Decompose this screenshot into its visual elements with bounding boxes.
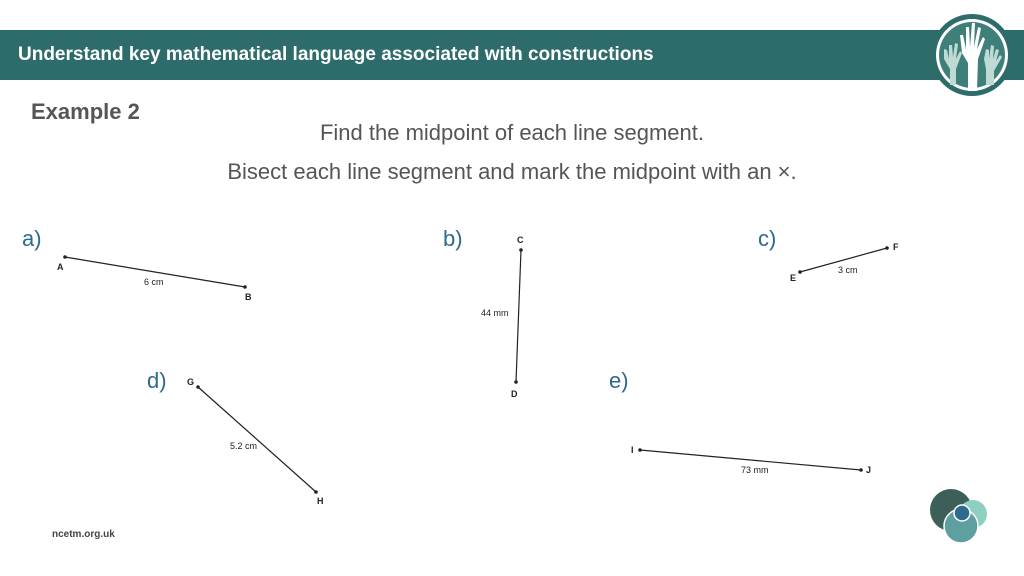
segment-d-length: 5.2 cm (230, 441, 258, 451)
segment-a-length: 6 cm (144, 277, 164, 287)
segment-b-length: 44 mm (481, 308, 509, 318)
segment-c-length: 3 cm (838, 265, 858, 275)
segment-c (790, 242, 899, 283)
segment-e (631, 445, 871, 475)
ncetm-circles-badge (927, 488, 991, 544)
point-j-label: J (866, 465, 872, 475)
question-c-label: c) (758, 226, 777, 251)
point-h-label: H (317, 496, 324, 506)
instruction-line-1: Find the midpoint of each line segment. (319, 120, 704, 145)
point-f-label: F (893, 242, 899, 252)
point-b-label: B (245, 292, 252, 302)
segment-a (57, 255, 252, 302)
example-title: Example 2 (31, 99, 140, 124)
question-a-label: a) (22, 226, 42, 251)
question-b-label: b) (443, 226, 463, 251)
point-g-label: G (187, 377, 195, 387)
segment-e-length: 73 mm (741, 465, 769, 475)
instruction-line-2: Bisect each line segment and mark the midpoint with an ×. (227, 159, 797, 184)
point-a-label: A (57, 262, 64, 272)
question-e-label: e) (609, 368, 629, 393)
point-d-label: D (511, 389, 518, 399)
segment-d (187, 377, 324, 506)
point-e-label: E (790, 273, 797, 283)
point-i-label: I (631, 445, 634, 455)
question-d-label: d) (147, 368, 167, 393)
point-c-label: C (517, 235, 524, 245)
segment-b (481, 235, 524, 399)
footer-site: ncetm.org.uk (52, 529, 115, 540)
header-title: Understand key mathematical language associated with constructions (18, 44, 654, 65)
